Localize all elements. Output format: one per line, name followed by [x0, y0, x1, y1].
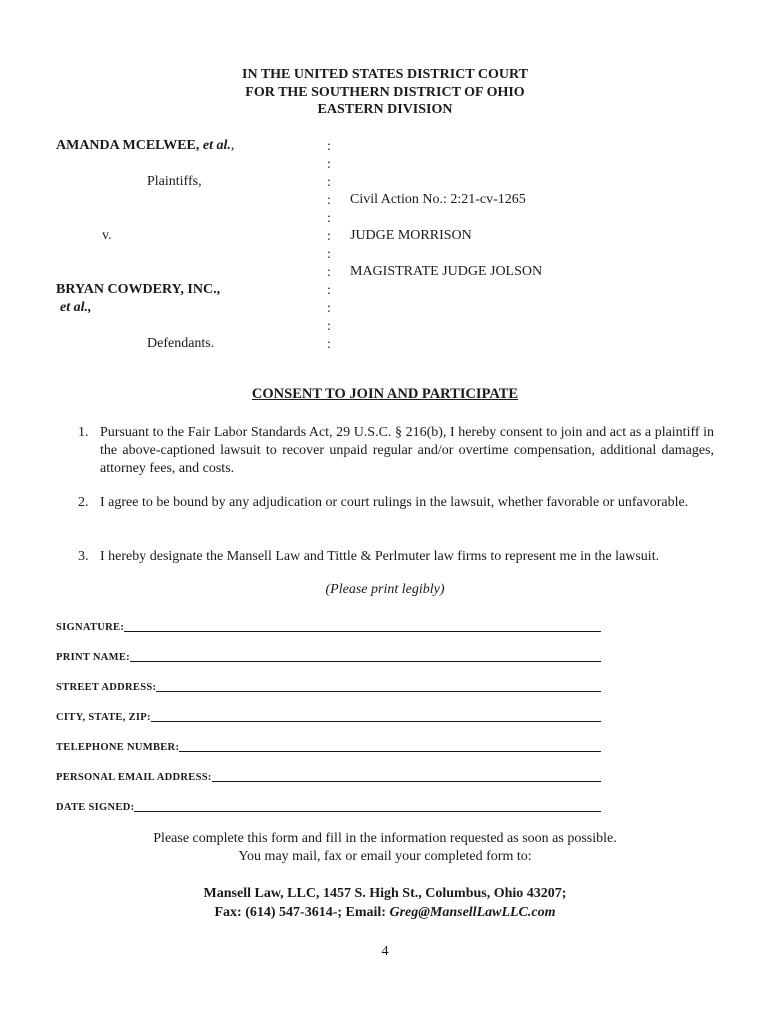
versus-label: v. — [102, 228, 112, 243]
caption-colon: : — [327, 211, 331, 226]
item-text: Pursuant to the Fair Labor Standards Act, 29 U.S.C. § 216(b), I hereby consent to join and act as a plaintiff in the above-captioned lawsuit to recover unpaid regular and/or overtime compensation, additional damages, attorney fees, and costs. — [100, 425, 714, 476]
street-address-field[interactable] — [56, 676, 601, 694]
caption-colon: : — [327, 157, 331, 172]
court-heading — [0, 66, 770, 119]
consent-item-2 — [78, 494, 714, 512]
date-signed-field[interactable] — [56, 796, 601, 814]
field-label: PRINT NAME: — [56, 652, 130, 663]
item-text: I hereby designate the Mansell Law and Tittle & Perlmuter law firms to represent me in the lawsuit. — [100, 549, 660, 564]
caption-colon: : — [327, 175, 331, 190]
defendant-etal: et al., — [60, 300, 92, 315]
caption-colon: : — [327, 301, 331, 316]
judge-name: JUDGE MORRISON — [350, 228, 472, 243]
caption-colon: : — [327, 319, 331, 334]
field-line[interactable] — [134, 811, 601, 812]
address-line-1: Mansell Law, LLC, 1457 S. High St., Columbus, Ohio 43207; — [203, 886, 567, 901]
print-legibly-note: (Please print legibly) — [325, 582, 445, 597]
field-label: SIGNATURE: — [56, 622, 125, 633]
item-text: I agree to be bound by any adjudication or court rulings in the lawsuit, whether favorable or unfavorable. — [100, 495, 689, 510]
print-name-field[interactable] — [56, 646, 601, 664]
plaintiffs-label: Plaintiffs, — [147, 174, 202, 189]
plaintiff-comma: , — [230, 138, 235, 153]
consent-title: CONSENT TO JOIN AND PARTICIPATE — [251, 386, 519, 402]
field-label: TELEPHONE NUMBER: — [56, 742, 180, 753]
item-number: 1. — [78, 425, 89, 440]
court-line-3: EASTERN DIVISION — [317, 102, 453, 117]
caption-colon: : — [327, 139, 331, 154]
plaintiff-name-text: AMANDA MCELWEE, — [56, 138, 200, 153]
field-label: CITY, STATE, ZIP: — [56, 712, 151, 723]
city-state-zip-field[interactable] — [56, 706, 601, 724]
court-line-2: FOR THE SOUTHERN DISTRICT OF OHIO — [245, 84, 525, 100]
civil-action-number: Civil Action No.: 2:21-cv-1265 — [350, 192, 526, 207]
field-line[interactable] — [212, 781, 601, 782]
caption-colon: : — [327, 265, 331, 280]
court-line-1: IN THE UNITED STATES DISTRICT COURT — [242, 67, 528, 82]
caption-colon: : — [327, 193, 331, 208]
field-line[interactable] — [124, 631, 601, 632]
defendant-name: BRYAN COWDERY, INC., — [56, 282, 221, 297]
defendants-label: Defendants. — [147, 336, 215, 351]
field-label: DATE SIGNED: — [56, 802, 135, 813]
personal-email-field[interactable] — [56, 766, 601, 784]
instructions-line-1: Please complete this form and fill in the information requested as soon as possible. — [153, 831, 617, 846]
mailing-address-block — [0, 884, 770, 922]
caption-colon: : — [327, 283, 331, 298]
page-number: 4 — [381, 944, 389, 959]
item-number: 2. — [78, 495, 89, 510]
plaintiff-name — [56, 138, 234, 154]
plaintiff-etal: et al. — [202, 138, 231, 153]
field-label: STREET ADDRESS: — [56, 682, 157, 693]
caption-colon: : — [327, 247, 331, 262]
email-address: Greg@MansellLawLLC.com — [389, 905, 556, 920]
caption-colon-column — [327, 138, 331, 354]
item-number: 3. — [78, 549, 89, 564]
telephone-number-field[interactable] — [56, 736, 601, 754]
instructions-line-2: You may mail, fax or email your completed form to: — [238, 849, 532, 864]
field-line[interactable] — [179, 751, 601, 752]
signature-field[interactable] — [56, 616, 601, 634]
caption-colon: : — [327, 229, 331, 244]
consent-item-1 — [78, 424, 714, 478]
address-line-2 — [0, 903, 770, 922]
consent-item-3 — [78, 548, 714, 566]
fax-email-prefix: Fax: (614) 547-3614-; Email: — [214, 905, 390, 920]
caption-colon: : — [327, 337, 331, 352]
magistrate-judge-name: MAGISTRATE JUDGE JOLSON — [350, 264, 543, 279]
field-line[interactable] — [156, 691, 601, 692]
field-line[interactable] — [151, 721, 601, 722]
field-label: PERSONAL EMAIL ADDRESS: — [56, 772, 212, 783]
field-line[interactable] — [130, 661, 601, 662]
